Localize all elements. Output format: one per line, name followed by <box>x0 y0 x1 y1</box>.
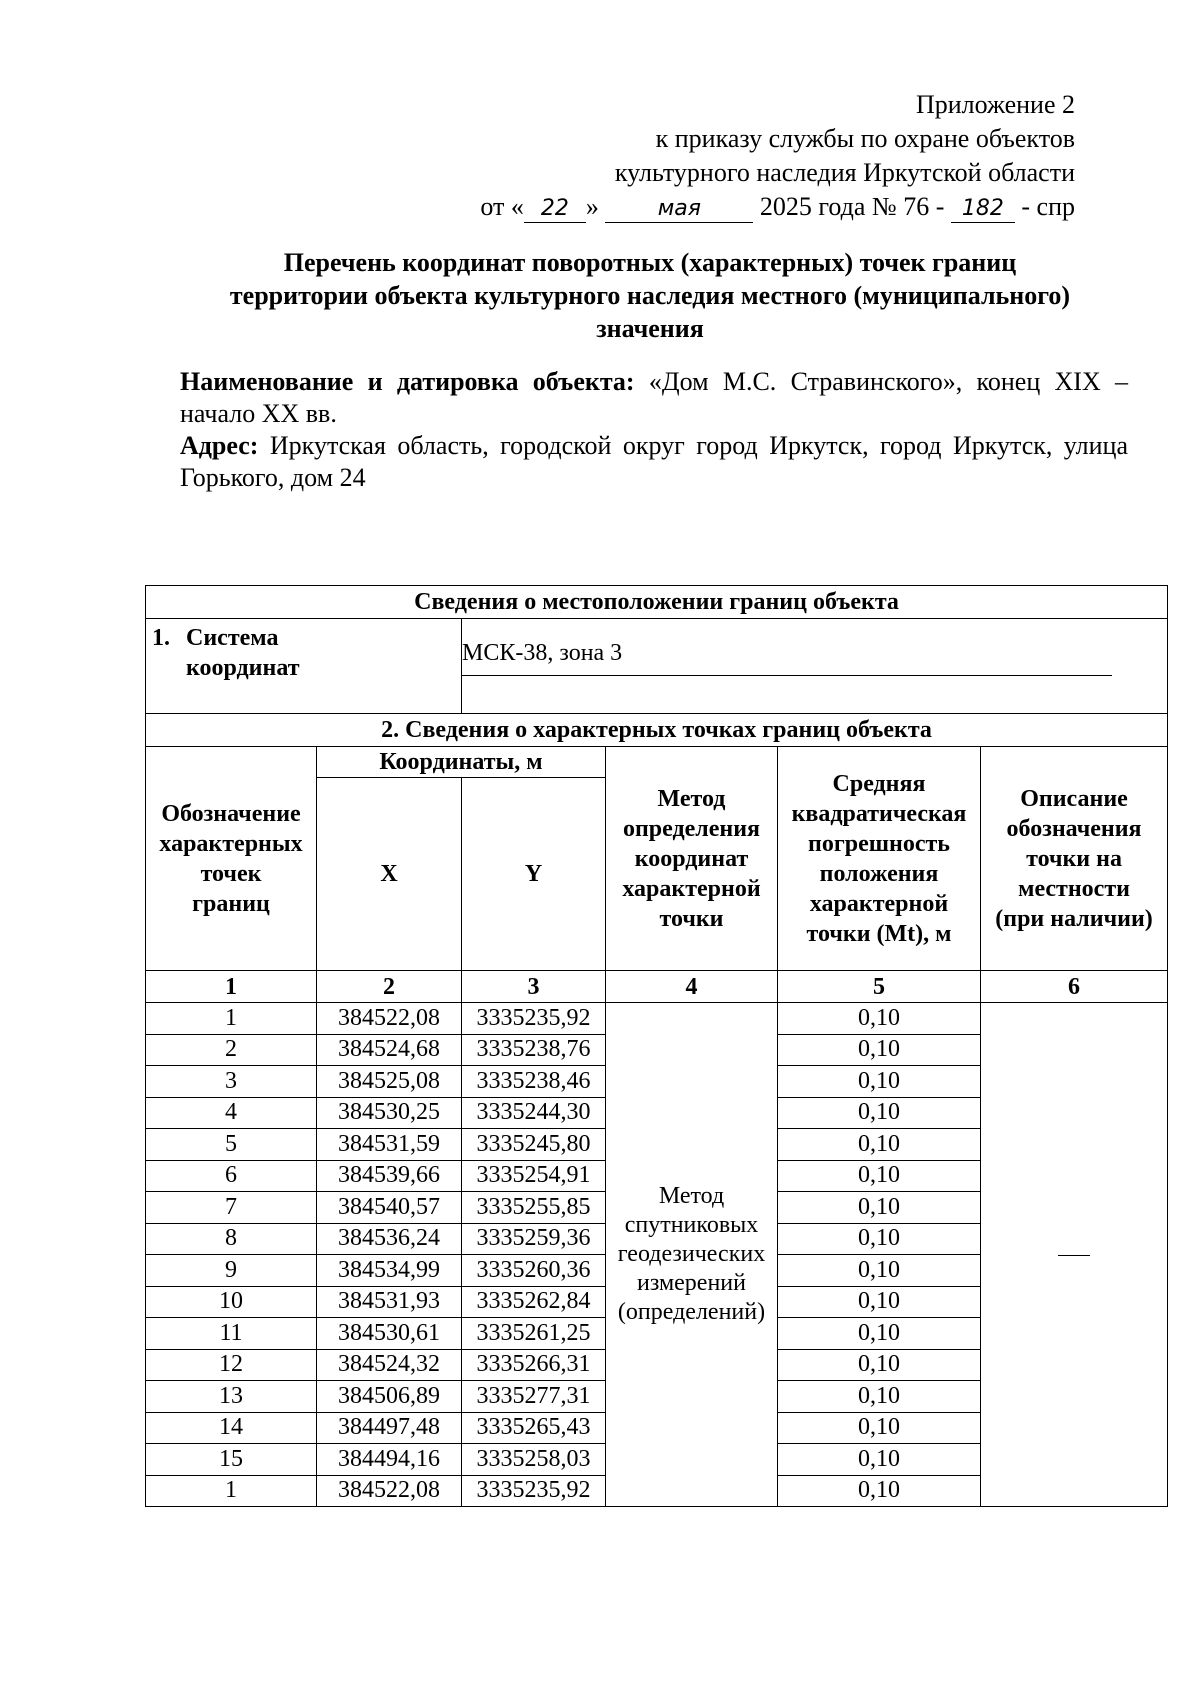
point-number: 5 <box>146 1129 317 1161</box>
column-number: 6 <box>981 971 1168 1003</box>
point-y: 3335259,36 <box>462 1223 606 1255</box>
point-number: 10 <box>146 1286 317 1318</box>
coordinate-system-value: МСК-38, зона 3 <box>462 625 1112 676</box>
point-error: 0,10 <box>778 1255 981 1287</box>
point-x: 384530,25 <box>317 1097 462 1129</box>
appendix-date-line <box>375 190 1075 224</box>
point-error: 0,10 <box>778 1034 981 1066</box>
point-y: 3335235,92 <box>462 1475 606 1507</box>
point-y: 3335238,76 <box>462 1034 606 1066</box>
point-number: 1 <box>146 1003 317 1035</box>
method-value: Метод спутниковых геодезических измерений (определений) <box>606 1003 778 1507</box>
point-number: 7 <box>146 1192 317 1224</box>
point-number: 12 <box>146 1349 317 1381</box>
header-coordinates: Координаты, м <box>317 747 606 778</box>
point-error: 0,10 <box>778 1129 981 1161</box>
header-designation: Обозначение характерных точек границ <box>146 747 317 971</box>
object-info <box>180 366 1128 494</box>
point-y: 3335235,92 <box>462 1003 606 1035</box>
point-x: 384539,66 <box>317 1160 462 1192</box>
header-y: Y <box>462 778 606 971</box>
column-number: 3 <box>462 971 606 1003</box>
point-error: 0,10 <box>778 1160 981 1192</box>
point-error: 0,10 <box>778 1475 981 1507</box>
point-y: 3335244,30 <box>462 1097 606 1129</box>
title-line-3: значения <box>596 314 704 343</box>
point-number: 15 <box>146 1444 317 1476</box>
point-y: 3335258,03 <box>462 1444 606 1476</box>
point-x: 384536,24 <box>317 1223 462 1255</box>
point-y: 3335238,46 <box>462 1066 606 1098</box>
point-error: 0,10 <box>778 1444 981 1476</box>
object-name-paragraph <box>180 366 1128 430</box>
header-x: X <box>317 778 462 971</box>
point-x: 384494,16 <box>317 1444 462 1476</box>
object-address-label: Адрес: <box>180 431 259 460</box>
point-error: 0,10 <box>778 1097 981 1129</box>
point-y: 3335260,36 <box>462 1255 606 1287</box>
point-error: 0,10 <box>778 1192 981 1224</box>
handwritten-order-number: 182 <box>951 196 1015 223</box>
point-x: 384531,93 <box>317 1286 462 1318</box>
system-label-2: координат <box>186 655 300 681</box>
point-x: 384524,32 <box>317 1349 462 1381</box>
point-x: 384506,89 <box>317 1381 462 1413</box>
handwritten-month: мая <box>605 196 753 223</box>
point-error: 0,10 <box>778 1381 981 1413</box>
year-and-number: 2025 года № 76 - <box>759 192 945 221</box>
object-address-value: Иркутская область, городской округ город Иркутск, город Иркутск, улица Горького, дом 24 <box>180 431 1129 492</box>
document-title <box>170 246 1130 345</box>
table-row <box>146 1003 1168 1035</box>
point-number: 8 <box>146 1223 317 1255</box>
description-value <box>981 1003 1168 1507</box>
header-description: Описание обозначения точки на местности (при наличии) <box>981 747 1168 971</box>
point-y: 3335245,80 <box>462 1129 606 1161</box>
coordinate-system-cell <box>462 619 1168 714</box>
appendix-order-line: к приказу службы по охране объектов <box>655 124 1075 153</box>
object-name-label: Наименование и датировка объекта: <box>180 367 635 396</box>
section-title: Сведения о местоположении границ объекта <box>146 586 1168 619</box>
column-number: 4 <box>606 971 778 1003</box>
point-x: 384524,68 <box>317 1034 462 1066</box>
point-x: 384522,08 <box>317 1475 462 1507</box>
point-x: 384540,57 <box>317 1192 462 1224</box>
column-number: 1 <box>146 971 317 1003</box>
point-number: 14 <box>146 1412 317 1444</box>
appendix-title: Приложение 2 <box>915 90 1075 119</box>
date-close-quote: » <box>585 192 599 221</box>
column-number: 2 <box>317 971 462 1003</box>
point-error: 0,10 <box>778 1223 981 1255</box>
point-number: 6 <box>146 1160 317 1192</box>
point-number: 3 <box>146 1066 317 1098</box>
point-number: 9 <box>146 1255 317 1287</box>
point-y: 3335261,25 <box>462 1318 606 1350</box>
point-error: 0,10 <box>778 1349 981 1381</box>
point-number: 13 <box>146 1381 317 1413</box>
appendix-agency-line: культурного наследия Иркутской области <box>614 158 1075 187</box>
point-y: 3335277,31 <box>462 1381 606 1413</box>
object-name-value: «Дом М.С. Стравинского», конец XIX – начало XX вв. <box>180 367 1128 428</box>
order-suffix: - спр <box>1021 192 1075 221</box>
point-x: 384531,59 <box>317 1129 462 1161</box>
system-label-1: Система <box>186 625 279 651</box>
point-error: 0,10 <box>778 1412 981 1444</box>
point-x: 384530,61 <box>317 1318 462 1350</box>
point-x: 384534,99 <box>317 1255 462 1287</box>
point-y: 3335262,84 <box>462 1286 606 1318</box>
dash-mark <box>1058 1255 1090 1256</box>
point-y: 3335265,43 <box>462 1412 606 1444</box>
point-number: 2 <box>146 1034 317 1066</box>
point-number: 11 <box>146 1318 317 1350</box>
coordinate-system-label <box>146 619 462 714</box>
header-method: Метод определения координат характерной точки <box>606 747 778 971</box>
appendix-block <box>375 88 1075 224</box>
point-y: 3335255,85 <box>462 1192 606 1224</box>
point-x: 384525,08 <box>317 1066 462 1098</box>
point-number: 1 <box>146 1475 317 1507</box>
point-error: 0,10 <box>778 1066 981 1098</box>
point-x: 384497,48 <box>317 1412 462 1444</box>
title-line-1: Перечень координат поворотных (характерных) точек границ <box>283 248 1017 277</box>
header-error: Средняя квадратическая погрешность положения характерной точки (Mt), м <box>778 747 981 971</box>
point-error: 0,10 <box>778 1003 981 1035</box>
object-address-paragraph <box>180 430 1128 494</box>
point-y: 3335254,91 <box>462 1160 606 1192</box>
handwritten-day: 22 <box>524 196 586 223</box>
point-x: 384522,08 <box>317 1003 462 1035</box>
point-number: 4 <box>146 1097 317 1129</box>
boundary-table <box>145 585 1168 1507</box>
system-number: 1. <box>152 625 170 651</box>
point-error: 0,10 <box>778 1286 981 1318</box>
points-section-title: 2. Сведения о характерных точках границ объекта <box>146 714 1168 747</box>
date-prefix: от « <box>480 192 524 221</box>
point-y: 3335266,31 <box>462 1349 606 1381</box>
column-number: 5 <box>778 971 981 1003</box>
point-error: 0,10 <box>778 1318 981 1350</box>
title-line-2: территории объекта культурного наследия местного (муниципального) <box>229 281 1071 310</box>
